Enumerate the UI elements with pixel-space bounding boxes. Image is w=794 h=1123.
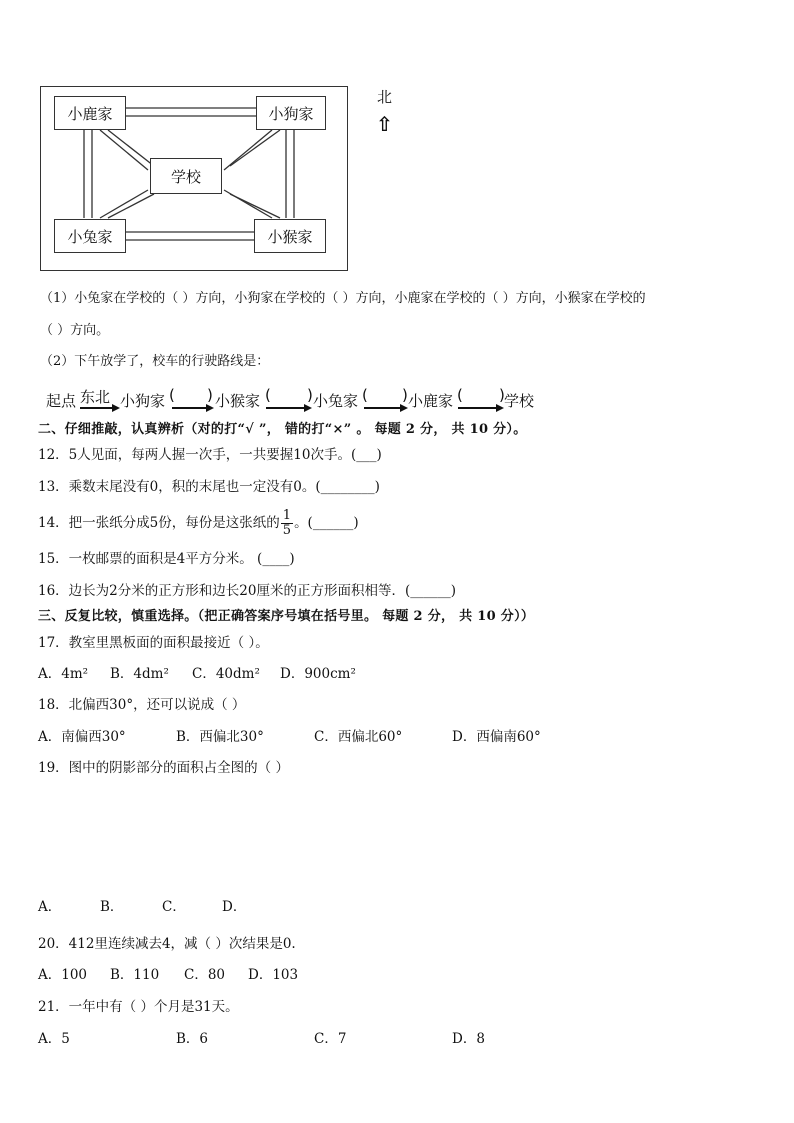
q12: 12．5人见面，每两人握一次手，一共要握10次手。(___) (38, 447, 382, 463)
q19-opt-b: B． (100, 899, 124, 915)
route-start: 起点 (46, 392, 77, 410)
q15: 15．一枚邮票的面积是4平方分米。 (____) (38, 551, 295, 567)
fraction-denominator: 5 (282, 523, 292, 538)
house-school-label: 学校 (170, 167, 201, 186)
q19: 19．图中的阴影部分的面积占全图的（ ） (38, 760, 289, 776)
q17: 17．教室里黑板面的面积最接近（ ）。 (38, 635, 269, 651)
house-deer (54, 96, 126, 130)
q21-opt-a: A．5 (38, 1031, 70, 1047)
q21-opt-b: B．6 (176, 1031, 209, 1047)
q20: 20．412里连续减去4，减（ ）次结果是0. (38, 936, 296, 952)
route-line (46, 386, 606, 416)
route-stop-4: 小鹿家 (408, 392, 454, 410)
north-label: 北 (377, 88, 393, 106)
route-paren-open-3: ( (265, 386, 271, 404)
house-deer-label: 小鹿家 (67, 104, 113, 123)
q16: 16．边长为2分米的正方形和边长20厘米的正方形面积相等．(______) (38, 583, 456, 599)
route-paren-close-5: ) (499, 386, 505, 404)
q-direction-line1: （1）小兔家在学校的（ ）方向，小狗家在学校的（ ）方向，小鹿家在学校的（ ）方向，小猴家在学校的 (40, 291, 646, 306)
q20-opt-a: A．100 (38, 967, 88, 983)
q19-opt-c: C． (162, 899, 186, 915)
house-dog (256, 96, 326, 130)
house-rabbit (54, 219, 126, 253)
route-stop-3: 小兔家 (313, 392, 359, 410)
house-dog-label: 小狗家 (268, 104, 314, 123)
route-paren-open-2: ( (169, 386, 175, 404)
section3-title: 三、反复比较，慎重选择。（把正确答案序号填在括号里。 每题 2 分， 共 10 分）） (38, 609, 535, 624)
route-paren-close-4: ) (402, 386, 408, 404)
route-paren-open-5: ( (457, 386, 463, 404)
route-paren-close-2: ) (207, 386, 213, 404)
q14-after: 。(______) (294, 515, 359, 531)
q17-opt-c: C．40dm² (192, 666, 260, 682)
route-arrows (46, 386, 606, 416)
q21: 21．一年中有（ ）个月是31天。 (38, 999, 239, 1015)
route-paren-open-4: ( (362, 386, 368, 404)
q21-opt-c: C．7 (314, 1031, 347, 1047)
house-monkey (254, 219, 326, 253)
route-stop-5: 学校 (504, 392, 535, 410)
route-paren-close-3: ) (307, 386, 313, 404)
q17-opt-a: A．4m² (38, 666, 89, 682)
route-stop-2: 小猴家 (215, 392, 261, 410)
house-monkey-label: 小猴家 (267, 227, 313, 246)
q-route-intro: （2）下午放学了，校车的行驶路线是： (40, 354, 270, 369)
route-stop-1: 小狗家 (120, 392, 166, 410)
fraction-one-fifth (281, 509, 293, 538)
fraction-numerator: 1 (282, 508, 292, 523)
route-answer-1: 东北 (80, 388, 111, 406)
q13: 13．乘数末尾没有0，积的末尾也一定没有0。(________) (38, 479, 380, 495)
north-arrow-icon: ⇧ (376, 112, 393, 136)
q18-opt-a: A．南偏西30° (38, 729, 126, 745)
q18-opt-c: C．西偏北60° (314, 729, 403, 745)
q17-opt-b: B．4dm² (110, 666, 169, 682)
q17-opt-d: D．900cm² (280, 666, 356, 682)
house-rabbit-label: 小兔家 (67, 227, 113, 246)
q18: 18．北偏西30°，还可以说成（ ） (38, 697, 246, 713)
q18-opt-d: D．西偏南60° (452, 729, 541, 745)
house-school (150, 158, 222, 194)
q20-opt-b: B．110 (110, 967, 160, 983)
q14 (38, 506, 359, 540)
section2-title: 二、仔细推敲，认真辨析（对的打“√ ”， 错的打“×” 。 每题 2 分， 共 10 分）。 (38, 422, 527, 437)
q18-opt-b: B．西偏北30° (176, 729, 264, 745)
q-direction-line2: （ ）方向。 (40, 323, 110, 338)
q19-opt-d: D． (222, 899, 247, 915)
q20-opt-d: D．103 (248, 967, 299, 983)
q19-opt-a: A． (38, 899, 62, 915)
q14-before: 14．把一张纸分成5份，每份是这张纸的 (38, 515, 280, 531)
q21-opt-d: D．8 (452, 1031, 485, 1047)
q20-opt-c: C．80 (184, 967, 226, 983)
